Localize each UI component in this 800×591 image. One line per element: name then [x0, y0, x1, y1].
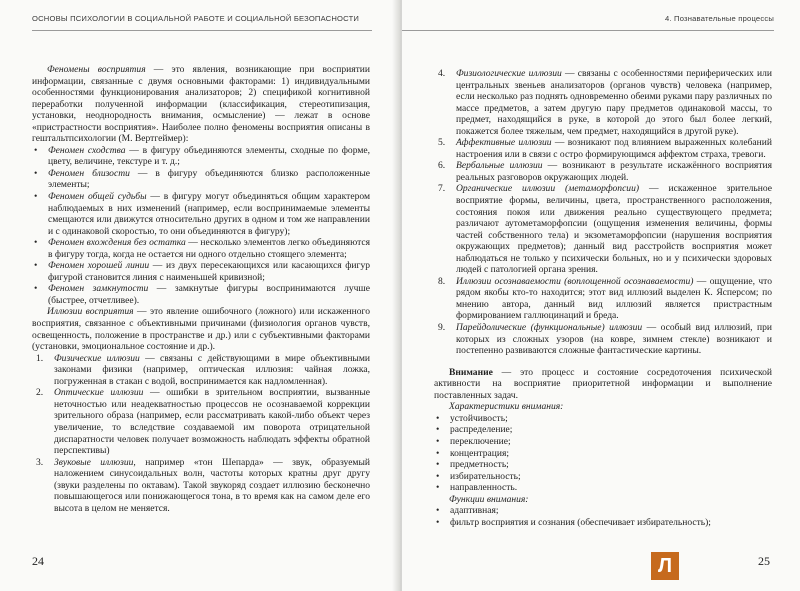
list-item: • адаптивная;: [436, 505, 499, 517]
list-item: • предметность;: [436, 459, 509, 471]
list-item: 1. Физические иллюзии — связаны с действующими в мире объективными законами физики (например, оптическая иллюзия: чайная ложка, погруженная в стакан с водой, воспринимается как надломленная).: [36, 352, 370, 387]
list-item: • Феномен близости — в фигуру объединяются близко расположенные элементы;: [34, 167, 371, 191]
list-item: 8. Иллюзии осознаваемости (воплощенной осознаваемости) — ощущение, что рядом якобы кто-то находится; этот вид иллюзий выделен К. Ясперсом; по мнению автора, данный вид иллюзий является пристрастным формированием галлюцинаций и бреда.: [438, 275, 772, 322]
list-item: • Феномен вхождения без остатка — несколько элементов легко объединяются в фигуру тогда, когда не остается ни одного отдельно стоящего элемента;: [34, 237, 370, 260]
bullet-icon: •: [34, 144, 38, 156]
list-item: • фильтр восприятия и сознания (обеспечивает избирательность);: [436, 516, 711, 528]
list-item: • направленность.: [436, 482, 518, 494]
bullet-icon: •: [436, 447, 440, 459]
bullet-icon: •: [436, 505, 440, 517]
bullet-icon: •: [436, 412, 440, 424]
bullet-icon: •: [34, 283, 38, 295]
list-item: • избирательность;: [436, 470, 521, 482]
characteristics-title: Характеристики внимания:: [449, 401, 564, 413]
list-item: • переключение;: [436, 435, 511, 447]
list-item: • концентрация;: [436, 447, 510, 459]
intro-text: — это явления, возникающие при восприятии информации, связанные с двумя основными факторами: 1) индивидуальными особенностями функционирования анализаторов; 2) спецификой когнитивной переработки полученной информации (классификация, стереотипизация, установки, неоднородность внимания, осмысление) — лежат в основе «пристрастности восприятия». Наиболее полно феномены восприятия описаны в гештальтпсихологии (М. Вертгеймер):: [32, 64, 370, 145]
bullet-icon: •: [34, 260, 38, 272]
left-page-body: [32, 64, 370, 514]
right-running-header: 4. Познавательные процессы: [402, 8, 774, 31]
list-item: 5. Аффективные иллюзии — возникают под влиянием выраженных колебаний настроения или в связи с остро формирующимся аффектом страха, тревоги.: [438, 137, 772, 160]
publisher-logo-icon: Л: [651, 552, 679, 580]
illusions-list-right: [434, 68, 772, 357]
right-page: [402, 0, 800, 591]
functions-list: [434, 505, 772, 528]
illusions-list-left: [32, 353, 370, 515]
list-item: 9. Парейдолические (функциональные) иллюзии — особый вид иллюзий, при которых из сложных узоров (на ковре, зимнем стекле) возникают и постепенно развиваются сложные фантастические картины.: [438, 322, 773, 357]
bullet-icon: •: [436, 424, 440, 436]
left-page-number: 24: [32, 554, 44, 568]
right-page-body: [434, 68, 772, 528]
list-item: 4. Физиологические иллюзии — связаны с особенностями периферических или центральных звеньев анализаторов (органов чувств) человека (например, если несколько раз поднять одновременно обеими руками пару различных по массе предметов, а затем другую пару предметов одинаковой массы, то предмет, находящийся в руке, в которой до этого был более легкий, покажется более тяжелым, чем предмет, находящийся в другой руке).: [438, 68, 773, 137]
perception-phenomena-intro: [32, 64, 370, 145]
characteristics-list: [434, 413, 772, 494]
term-phenomena: Феномены восприятия: [47, 64, 146, 75]
list-item: • Феномен хорошей линии — из двух пересекающихся или касающихся фигур фигурой становится линия с наименьшей кривизной;: [34, 260, 370, 283]
bullet-icon: •: [34, 191, 38, 203]
list-item: • Феномен замкнутости — замкнутые фигуры воспринимаются лучше (быстрее, отчетливее).: [34, 283, 370, 306]
illusions-intro: Иллюзии восприятия — это явление ошибочного (ложного) или искаженного восприятия, связанное с объективными причинами (физиология органов чувств, освещенность, положение в пространстве и др.) или с субъективными факторами (установки, эмоциональное состояние и др.).: [32, 306, 370, 353]
functions-title: Функции внимания:: [449, 493, 529, 505]
list-item: 7. Органические иллюзии (метаморфопсии) — искаженное зрительное восприятие формы, величины, цвета, пространственного расположения, состояния покоя или движения реально существующего предмета; различают аутометаморфопсии (ощущения изменения величины, формы частей собственного тела) и экзометаморфопсии (нарушения восприятия окружающих предметов); данный вид расстройств восприятия может наблюдаться не только у психически больных, но и у психически здоровых людей с патологией органа зрения.: [438, 183, 772, 276]
list-item: 2. Оптические иллюзии — ошибки в зрительном восприятии, вызванные неточностью или неадекватностью процессов не осознаваемой коррекции зрительного образа (например, если рассматривать какой-либо объект через увеличение, то вследствие создаваемой им поворота отрицательной диспаратности человек получает возможность наблюдать эффекты обратной перспективы): [36, 387, 370, 457]
phenomena-list: [32, 145, 370, 307]
bullet-icon: •: [34, 237, 38, 249]
left-page: [0, 0, 398, 591]
bullet-icon: •: [436, 470, 440, 482]
bullet-icon: •: [436, 435, 440, 447]
list-item: • Феномен сходства — в фигуру объединяются элементы, сходные по форме, цвету, величине, текстуре и т. д.;: [34, 144, 370, 168]
attention-definition: Внимание — это процесс и состояние сосредоточения психической активности на восприятие приоритетной информации и выполнение поставленных задач.: [434, 366, 772, 401]
list-item: • Феномен общей судьбы — в фигуру могут объединяться общим характером наблюдаемых в них изменений (например, если воспринимаемые элементы смещаются или движутся относительно других в одном и том же направлении и с одинаковой скоростью, то они объединяются в фигуру);: [34, 191, 370, 237]
bullet-icon: •: [436, 516, 440, 528]
left-running-header: ОСНОВЫ ПСИХОЛОГИИ В СОЦИАЛЬНОЙ РАБОТЕ И СОЦИАЛЬНОЙ БЕЗОПАСНОСТИ: [32, 8, 372, 31]
list-item: 6. Вербальные иллюзии — возникают в результате искажённого восприятия реальных разговоров окружающих людей.: [438, 160, 772, 183]
bullet-icon: •: [34, 167, 38, 179]
bullet-icon: •: [436, 459, 440, 471]
list-item: 3. Звуковые иллюзии, например «тон Шепарда» — звук, образуемый наложением синусоидальных волн, частоты которых кратны друг другу (звуки разделены по октавам). Такой звукоряд создает иллюзию бесконечно повышающегося или понижающегося тона, в то время как на самом деле его высота в целом не меняется.: [36, 456, 370, 514]
list-item: • распределение;: [436, 424, 513, 436]
list-item: • устойчивость;: [436, 412, 508, 424]
right-page-number: 25: [758, 554, 770, 568]
bullet-icon: •: [436, 482, 440, 494]
